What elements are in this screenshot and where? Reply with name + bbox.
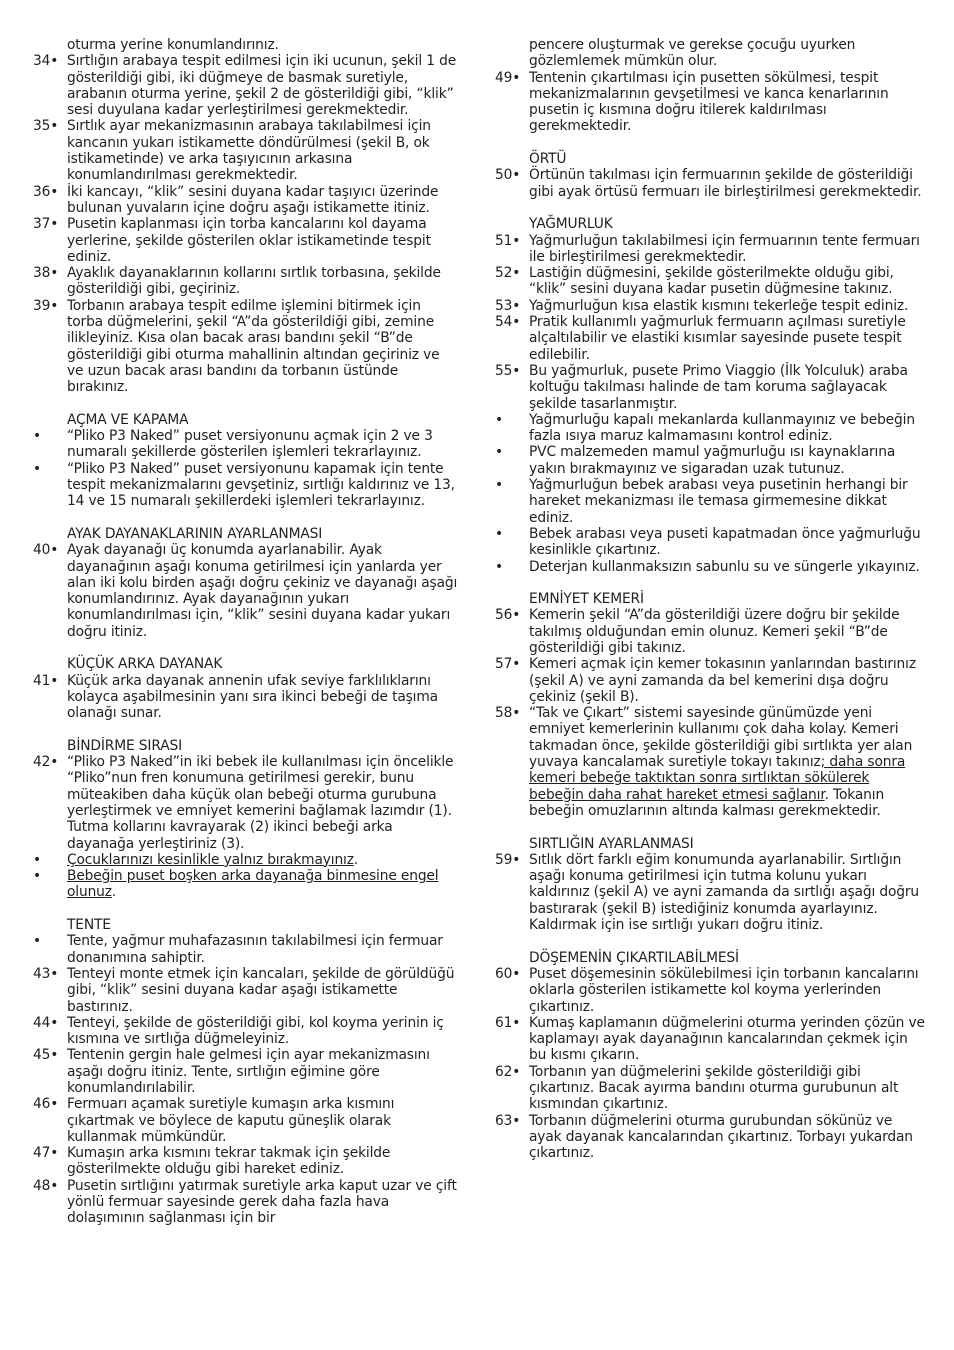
instruction-item [33,868,458,901]
section-spacer [33,510,458,526]
item-number: 55• [495,362,521,379]
section-heading: TENTE [67,917,111,934]
instruction-item [495,314,925,363]
item-main-text: Pratik kullanımlı yağmurluk fermuarın açılması suretiyle alçaltılabilir ve elastiki kısımlar sayesinde pusete tespit edilebilir. [529,314,906,363]
item-main-text: Ayaklık dayanaklarının kollarını sırtlık torbasına, şekilde gösterildiği gibi, geçiriniz. [67,265,441,298]
instruction-item [495,233,925,266]
item-text [67,428,458,461]
item-number: 61• [495,1014,521,1031]
instruction-item [495,167,925,200]
item-main-text: “Pliko P3 Naked” puset versiyonunu kapamak için tente tespit mekanizmalarını gevşetiniz, sırtlığı kaldırınız ve 13, 14 ve 15 numaralı şekillerdeki işlemleri tekrarlayınız. [67,460,455,510]
instruction-item [33,216,458,265]
item-text [529,559,925,575]
item-main-text: Yağmurluğun takılabilmesi için fermuarının tente fermuarı ile birleştirilmesi gerekmektedir. [529,232,920,265]
section-spacer [495,575,925,591]
instruction-item [495,656,925,705]
item-text [67,298,458,396]
item-text [529,444,925,477]
section-heading: EMNİYET KEMERİ [529,591,644,608]
item-text [67,1178,458,1227]
item-main-text: Bebeğin puset boşken arka dayanağa binmesine engel olunuz [67,868,439,901]
item-text [67,53,458,118]
item-text [529,1015,925,1064]
item-main-text: Yağmurluğun kısa elastik kısmını tekerleğe tespit ediniz. [529,297,909,314]
item-text [67,1096,458,1145]
item-text [67,868,458,901]
item-number: 56• [495,607,521,624]
instruction-item [33,542,458,640]
item-main-text: Bu yağmurluk, pusete Primo Viaggio (İlk Yolculuk) araba koltuğu takılması halinde de tam koruma sağlayacak şekilde tasarlanmıştır. [529,362,908,412]
item-text [529,852,925,933]
item-main-text: Fermuarı açamak suretiyle kumaşın arka kısmını çıkartmak ve böylece de kaputu güneşlik olarak kullanmak mümkündür. [67,1096,395,1145]
item-number: • [33,868,41,885]
item-main-text: Çocuklarınızı kesinlikle yalnız bırakmayınız [67,851,354,868]
section-heading: DÖŞEMENİN ÇIKARTILABİLMESİ [529,949,739,966]
item-main-text: Küçük arka dayanak annenin ufak seviye farklılıklarını kolayca aşabilmesinin yanı sıra ikinci bebeği de taşıma olanağı sunar. [67,672,438,722]
item-main-text: Sıtlık dört farklı eğim konumunda ayarlanabilir. Sırtlığın aşağı konuma getirilmesi için tutma kolunu yukarı kaldırınız (şekil A) ve ayni zamanda da sırtlığı aşağı doğru bastırarak (şekil B) istediğiniz konumda ayarlayınız. Kaldırmak için ise sırtlığı yukarı doğru itiniz. [529,851,919,934]
item-text [67,461,458,510]
instruction-item [33,461,458,510]
item-main-text: Yağmurluğun bebek arabası veya pusetinin herhangi bir hareket mekanizması ile temasa girmemesine dikkat ediniz. [529,477,908,526]
item-text [67,966,458,1015]
item-main-text: Kumaşın arka kısmını tekrar takmak için şekilde gösterilmekte olduğu gibi hareket ediniz. [67,1145,391,1178]
item-number: 51• [495,232,521,249]
item-main-text: Tentenin gergin hale gelmesi için ayar mekanizmasını aşağı doğru itiniz. Tente, sırtlığın eğimine göre konumlandırılabilir. [67,1047,430,1096]
item-number: 37• [33,216,59,233]
section-heading: BİNDİRME SIRASI [67,737,183,754]
item-number: • [495,444,503,461]
item-number: • [495,477,503,494]
item-number: • [33,460,41,477]
instruction-item [33,53,458,118]
item-main-text: Deterjan kullanmaksızın sabunlu su ve süngerle yıkayınız. [529,558,920,575]
item-main-text: Tentenin çıkartılması için pusetten sökülmesi, tespit mekanizmalarının gevşetilmesi ve kanca kenarlarının pusetin iç kısmına doğru itilerek kaldırılması gerekmektedir. [529,69,889,135]
instruction-item [495,477,925,526]
item-text [529,233,925,266]
item-text [67,673,458,722]
item-text [529,298,925,314]
instruction-item [33,1178,458,1227]
right-column [495,37,925,1161]
section-spacer [33,396,458,412]
item-main-text: PVC malzemeden mamul yağmurluğu ısı kaynaklarına yakın bırakmayınız ve sigaradan uzak tutunuz. [529,444,896,477]
item-main-text: Sırtlık ayar mekanizmasının arabaya takılabilmesi için kancanın yukarı istikamette döndürülmesi (şekil B, ok istikametinde) ve arka taşıyıcının arkasına konumlandırılması gerekmektedir. [67,118,431,184]
item-main-text: Pusetin sırtlığını yatırmak suretiyle arka kaput uzar ve çift yönlü fermuar sayesinde gerek daha fazla hava dolaşımının sağlanması için bir [67,1177,457,1227]
item-number: 50• [495,167,521,184]
item-number: 38• [33,265,59,282]
item-number: 48• [33,1177,59,1194]
item-number: • [33,933,41,950]
item-number: 42• [33,754,59,771]
instruction-item [33,1015,458,1048]
section-spacer [33,640,458,656]
item-main-text: Torbanın yan düğmelerini şekilde gösterildiği gibi çıkartınız. Bacak ayırma bandını oturma gurubunun alt kısmından çıkartınız. [529,1063,899,1113]
instruction-item [495,363,925,412]
item-text [529,314,925,363]
item-text [67,1145,458,1178]
item-number: 35• [33,118,59,135]
item-number: • [495,525,503,542]
section-spacer [495,135,925,151]
item-text [529,526,925,559]
section-spacer [495,200,925,216]
item-main-text: Torbanın arabaya tespit edilme işlemini bitirmek için torba düğmelerini, şekil “A”da gösterildiği gibi, zemine ilikleyiniz. Kısa olan bacak arası bandını şekil “B”de gösterildiği gibi oturma mahallinin altından geçiriniz ve ve uzun bacak arası bandını da torbanın üstünde bırakınız. [67,297,440,396]
item-number: 34• [33,53,59,70]
section-spacer [495,819,925,835]
item-number: 52• [495,265,521,282]
item-number: 53• [495,297,521,314]
instruction-item [33,933,458,966]
item-main-text: Tenteyi monte etmek için kancaları, şekilde de görüldüğü gibi, “klik” sesini duyana kadar aşağı istikamette bastırınız. [67,965,455,1015]
item-number: 39• [33,297,59,314]
item-main-text: Yağmurluğu kapalı mekanlarda kullanmayınız ve bebeğin fazla ısıya maruz kalmamasını kontrol ediniz. [529,411,915,445]
instruction-item [33,966,458,1015]
item-number: 54• [495,314,521,331]
item-number: 44• [33,1014,59,1031]
instruction-item [495,1015,925,1064]
item-text [529,656,925,705]
item-main-text: Torbanın düğmelerini oturma gurubundan sökünüz ve ayak dayanak kancalarından çıkartınız. Torbayı yukardan çıkartınız. [529,1112,913,1162]
item-text [67,118,458,183]
continued-text: pencere oluşturmak ve gerekse çocuğu uyurken gözlemlemek mümkün olur. [529,37,856,70]
item-text [529,1113,925,1162]
item-number: 43• [33,965,59,982]
section-heading: SIRTLIĞIN AYARLANMASI [529,835,694,852]
item-number: • [33,851,41,868]
item-text [67,216,458,265]
item-main-text: Kemeri açmak için kemer tokasının yanlarından bastırınız (şekil A) ve ayni zamanda da bel kemerini dışa doğru çekiniz (şekil B). [529,656,916,705]
item-text [67,852,458,868]
item-number: 36• [33,183,59,200]
item-number: 62• [495,1063,521,1080]
item-number: 47• [33,1145,59,1162]
instruction-item [495,1113,925,1162]
item-text [67,1015,458,1048]
item-main-text: Pusetin kaplanması için torba kancalarını kol dayama yerlerine, şekilde gösterilen oklar istikametinde tespit ediniz. [67,216,431,265]
item-number: 60• [495,965,521,982]
item-number: 63• [495,1112,521,1129]
item-text [67,265,458,298]
instruction-item [495,70,925,135]
item-text [529,1064,925,1113]
instruction-item [33,1047,458,1096]
instruction-item [495,298,925,314]
section-heading: AYAK DAYANAKLARININ AYARLANMASI [67,525,323,542]
section-spacer [495,933,925,949]
instruction-item [495,265,925,298]
item-main-text: Sırtlığın arabaya tespit edilmesi için iki ucunun, şekil 1 de gösterildiği gibi, iki düğmeye de basmak suretiyle, arabanın oturma yerine, şekil 2 de gösterildiği gibi, “klik” sesi duyulana kadar yerleştirilmesi gerekmektedir. [67,53,457,119]
item-main-text: Tente, yağmur muhafazasının takılabilmesi için fermuar donanımına sahiptir. [67,933,443,966]
item-text [529,477,925,526]
instruction-item [33,673,458,722]
item-trailing-text: . [353,851,359,868]
item-text [67,184,458,217]
instruction-item [33,754,458,852]
item-main-text: Örtünün takılması için fermuarının şekilde de gösterildiği gibi ayak örtüsü fermuarı ile birleştirilmesi gerekmektedir. [529,167,922,200]
item-text [529,966,925,1015]
item-text [529,265,925,298]
item-text [529,167,925,200]
item-number: 41• [33,672,59,689]
instruction-item [495,705,925,819]
item-trailing-text: . [111,884,117,901]
section-heading: YAĞMURLUK [529,216,613,233]
item-text [67,542,458,640]
section-spacer [33,721,458,737]
instruction-item [495,412,925,445]
item-text [529,607,925,656]
item-number: 49• [495,69,521,86]
item-text [529,363,925,412]
item-main-text: “Pliko P3 Naked”in iki bebek ile kullanılması için öncelikle “Pliko”nun fren konumuna getirilmesi gerekir, bunu müteakiben daha küçük olan bebeği oturma gurubuna yerleştirmek ve emniyet kemerini bağlamak lazımdır (1). Tutma kollarını kavrayarak (2) ikinci bebeği arka dayanağa yerleştiriniz (3). [67,754,454,852]
item-main-text: Kumaş kaplamanın düğmelerini oturma yerinden çözün ve kaplamayı ayak dayanağının kancalarından çekmek için bu kısmı çıkarın. [529,1014,925,1064]
section-heading: ÖRTÜ [529,151,567,168]
item-text [529,70,925,135]
instruction-item [495,444,925,477]
item-underlined-text: ; daha sonra kemeri bebeğe taktıktan sonra sırtlıktan sökülerek bebeğin daha rahat hareket etmesi sağlanır [529,754,906,803]
instruction-item [33,298,458,396]
item-text [67,933,458,966]
item-number: 46• [33,1096,59,1113]
item-main-text: Ayak dayanağı üç konumda ayarlanabilir. Ayak dayanağının aşağı konuma getirilmesi için yanlarda yer alan iki kolu birden aşağı doğru çekiniz ve dayanağı aşağı konumlandırınız. Ayak dayanağının yukarı konumlandırılması için, “klik” sesini duyana kadar yukarı doğru itiniz. [67,542,458,640]
instruction-item [33,265,458,298]
item-number: 45• [33,1047,59,1064]
item-main-text: “Pliko P3 Naked” puset versiyonunu açmak için 2 ve 3 numaralı şekillerde gösterilen işlemleri tekrarlayınız. [67,428,433,461]
item-main-text: Bebek arabası veya puseti kapatmadan önce yağmurluğu kesinlikle çıkartınız. [529,525,921,559]
item-main-text: “Tak ve Çıkart” sistemi sayesinde günümüzde yeni emniyet kemerlerinin kullanımı çok daha kolay. Kemeri takmadan önce, şekilde gösterildiği gibi sırtlıkta yer alan yuvaya kancalamak suretiyle tokayı takınız [529,705,913,771]
item-main-text: Puset döşemesinin sökülebilmesi için torbanın kancalarını oklarla gösterilen istikamette kol koyma yerlerinden çıkartınız. [529,965,919,1015]
instruction-item [495,1064,925,1113]
item-number: 40• [33,542,59,559]
instruction-item [495,607,925,656]
item-number: • [495,411,503,428]
item-number: • [495,558,503,575]
item-text [529,412,925,445]
instruction-item [33,1145,458,1178]
instruction-item [33,184,458,217]
instruction-item [495,559,925,575]
instruction-item [33,852,458,868]
instruction-item [33,118,458,183]
item-main-text: İki kancayı, “klik” sesini duyana kadar taşıyıcı üzerinde bulunan yuvaların içine doğru aşağı istikamette itiniz. [67,183,439,216]
item-text [529,705,925,819]
left-column [33,37,458,1227]
section-spacer [33,901,458,917]
item-main-text: Kemerin şekil “A”da gösterildiği üzere doğru bir şekilde takılmış olduğundan emin olunuz. Kemeri şekil “B”de gösterildiği gibi takınız. [529,607,900,656]
instruction-item [495,526,925,559]
item-text [67,754,458,852]
instruction-item [495,966,925,1015]
item-trailing-text: . Tokanın bebeğin omuzlarının altında kalması gerekmektedir. [529,786,885,819]
continued-text: oturma yerine konumlandırınız. [67,37,279,53]
item-main-text: Lastiğin düğmesini, şekilde gösterilmekte olduğu gibi, “klik” sesini duyana kadar pusetin düğmesine takınız. [529,265,894,298]
section-heading: KÜÇÜK ARKA DAYANAK [67,656,223,673]
section-heading: AÇMA VE KAPAMA [67,411,189,428]
item-text [67,1047,458,1096]
item-number: 58• [495,705,521,722]
instruction-item [495,852,925,933]
instruction-item [33,1096,458,1145]
item-number: • [33,428,41,445]
item-main-text: Tenteyi, şekilde de gösterildiği gibi, kol koyma yerinin iç kısmına ve sırtlığa düğmeleyiniz. [67,1014,444,1048]
instruction-item [33,428,458,461]
item-number: 57• [495,656,521,673]
item-number: 59• [495,851,521,868]
